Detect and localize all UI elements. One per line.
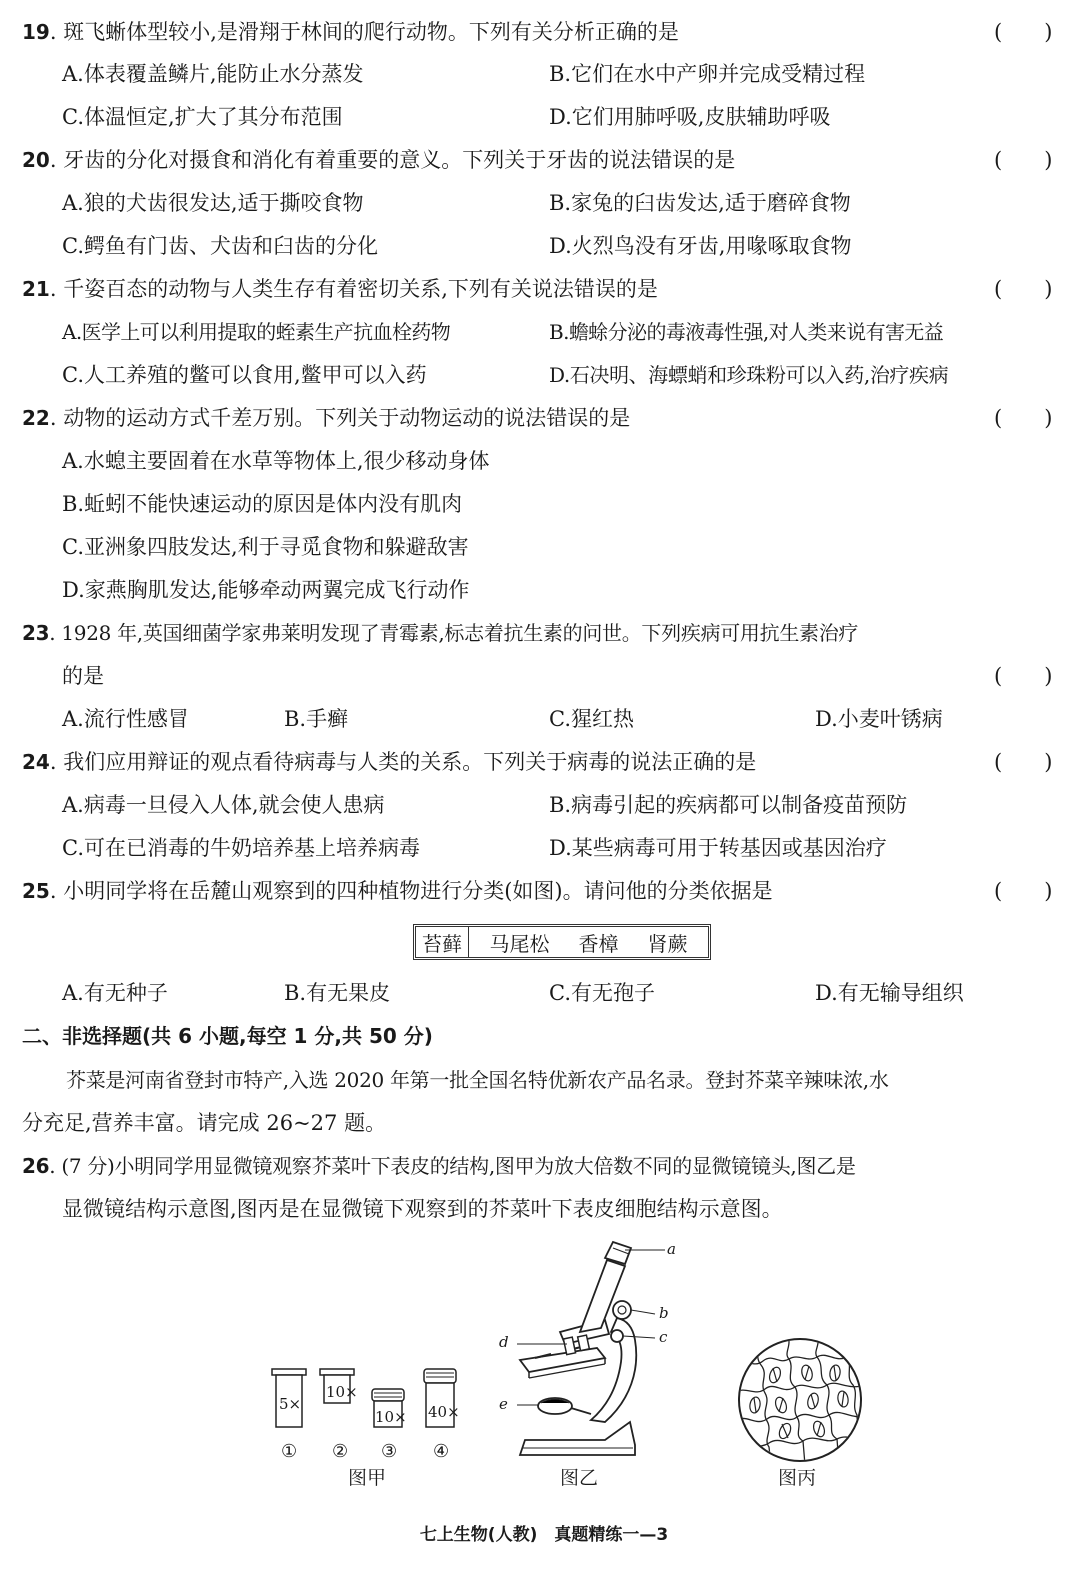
question-number: 25	[22, 879, 50, 903]
group-one: 苔藓	[416, 927, 469, 957]
answer-paren: ( )	[994, 879, 1053, 903]
option-b: B.家兔的臼齿发达,适于磨碎食物	[549, 191, 851, 215]
lens-number: ③	[381, 1441, 398, 1462]
question-19-stem: 19. 斑飞蜥体型较小,是滑翔于林间的爬行动物。下列有关分析正确的是	[22, 20, 679, 44]
question-23-stem-cont: 的是	[62, 664, 104, 688]
option-c: C.亚洲象四肢发达,利于寻觅食物和躲避敌害	[62, 535, 469, 559]
question-20-stem: 20. 牙齿的分化对摄食和消化有着重要的意义。下列关于牙齿的说法错误的是	[22, 148, 736, 172]
option-c: C.体温恒定,扩大了其分布范围	[62, 105, 343, 129]
section-title: 二、非选择题(共 6 小题,每空 1 分,共 50 分)	[22, 1024, 433, 1048]
lens-magnification: 5×	[279, 1395, 302, 1413]
plant-name: 马尾松	[489, 931, 550, 956]
plant-name: 肾蕨	[647, 931, 688, 956]
option-b: B.蚯蚓不能快速运动的原因是体内没有肌肉	[62, 492, 463, 516]
option-b: B.有无果皮	[284, 981, 391, 1005]
question-26-stem: 26. (7 分)小明同学用显微镜观察芥菜叶下表皮的结构,图甲为放大倍数不同的显微镜镜头,图乙是	[22, 1154, 856, 1178]
answer-paren: ( )	[994, 277, 1053, 301]
option-d: D.某些病毒可用于转基因或基因治疗	[549, 836, 887, 860]
option-c: C.鳄鱼有门齿、犬齿和臼齿的分化	[62, 234, 378, 258]
option-d: D.它们用肺呼吸,皮肤辅助呼吸	[549, 105, 831, 129]
question-number: 24	[22, 750, 50, 774]
group-two	[469, 928, 708, 957]
figure-caption-yi: 图乙	[560, 1467, 599, 1489]
answer-paren: ( )	[994, 148, 1053, 172]
question-22-stem: 22. 动物的运动方式千差万别。下列关于动物运动的说法错误的是	[22, 406, 631, 430]
section-intro-cont: 分充足,营养丰富。请完成 26~27 题。	[22, 1111, 387, 1135]
question-number: 21	[22, 277, 50, 301]
plant-name: 香樟	[578, 931, 619, 956]
part-label-e: e	[499, 1395, 508, 1413]
question-25-stem: 25. 小明同学将在岳麓山观察到的四种植物进行分类(如图)。请问他的分类依据是	[22, 879, 773, 903]
option-d: D.火烈鸟没有牙齿,用喙啄取食物	[549, 234, 852, 258]
microscope-icon	[505, 1240, 695, 1465]
part-label-c: c	[659, 1328, 668, 1346]
option-c: C.有无孢子	[549, 981, 655, 1005]
option-c: C.人工养殖的鳖可以食用,鳖甲可以入药	[62, 363, 427, 387]
option-d: D.小麦叶锈病	[815, 707, 943, 731]
answer-paren: ( )	[994, 406, 1053, 430]
option-a: A.流行性感冒	[62, 707, 189, 731]
plant-classification-box	[413, 924, 711, 960]
answer-paren: ( )	[994, 750, 1053, 774]
lens-number: ②	[332, 1441, 349, 1462]
figure-caption-jia: 图甲	[348, 1467, 387, 1489]
option-d: D.石决明、海螵蛸和珍珠粉可以入药,治疗疾病	[549, 363, 949, 387]
question-number: 26	[22, 1154, 50, 1178]
option-b: B.病毒引起的疾病都可以制备疫苗预防	[549, 793, 908, 817]
question-number: 23	[22, 621, 50, 645]
option-b: B.手癣	[284, 707, 349, 731]
option-d: D.有无输导组织	[815, 981, 964, 1005]
figure-caption-bing: 图丙	[778, 1467, 817, 1489]
option-a: A.医学上可以利用提取的蛭素生产抗血栓药物	[62, 320, 451, 344]
option-c: C.可在已消毒的牛奶培养基上培养病毒	[62, 836, 420, 860]
question-26-stem-cont: 显微镜结构示意图,图丙是在显微镜下观察到的芥菜叶下表皮细胞结构示意图。	[62, 1197, 783, 1221]
part-label-b: b	[659, 1304, 669, 1322]
option-b: B.它们在水中产卵并完成受精过程	[549, 62, 866, 86]
question-24-stem: 24. 我们应用辩证的观点看待病毒与人类的关系。下列关于病毒的说法正确的是	[22, 750, 757, 774]
lens-magnification: 10×	[326, 1383, 358, 1401]
answer-paren: ( )	[994, 664, 1053, 688]
part-label-d: d	[499, 1333, 509, 1351]
option-a: A.狼的犬齿很发达,适于撕咬食物	[62, 191, 364, 215]
option-a: A.病毒一旦侵入人体,就会使人患病	[62, 793, 385, 817]
option-a: A.体表覆盖鳞片,能防止水分蒸发	[62, 62, 364, 86]
question-number: 20	[22, 148, 50, 172]
option-c: C.猩红热	[549, 707, 634, 731]
lens-number: ④	[433, 1441, 450, 1462]
lens-magnification: 40×	[428, 1403, 460, 1421]
answer-paren: ( )	[994, 20, 1053, 44]
part-label-a: a	[667, 1240, 676, 1258]
question-number: 19	[22, 20, 50, 44]
lens-magnification: 10×	[375, 1408, 407, 1426]
option-d: D.家燕胸肌发达,能够牵动两翼完成飞行动作	[62, 578, 470, 602]
leaf-epidermis-cells-icon	[735, 1335, 865, 1465]
page-footer: 七上生物(人教) 真题精练一—3	[419, 1525, 669, 1545]
lens-number: ①	[281, 1441, 298, 1462]
section-intro: 芥菜是河南省登封市特产,入选 2020 年第一批全国名特优新农产品名录。登封芥菜辛辣味浓,水	[66, 1068, 889, 1092]
question-number: 22	[22, 406, 50, 430]
option-b: B.蟾蜍分泌的毒液毒性强,对人类来说有害无益	[549, 320, 944, 344]
option-a: A.水螅主要固着在水草等物体上,很少移动身体	[62, 449, 490, 473]
option-a: A.有无种子	[62, 981, 168, 1005]
question-23-stem: 23. 1928 年,英国细菌学家弗莱明发现了青霉素,标志着抗生素的问世。下列疾病可用抗生素治疗	[22, 621, 859, 645]
question-21-stem: 21. 千姿百态的动物与人类生存有着密切关系,下列有关说法错误的是	[22, 277, 658, 301]
